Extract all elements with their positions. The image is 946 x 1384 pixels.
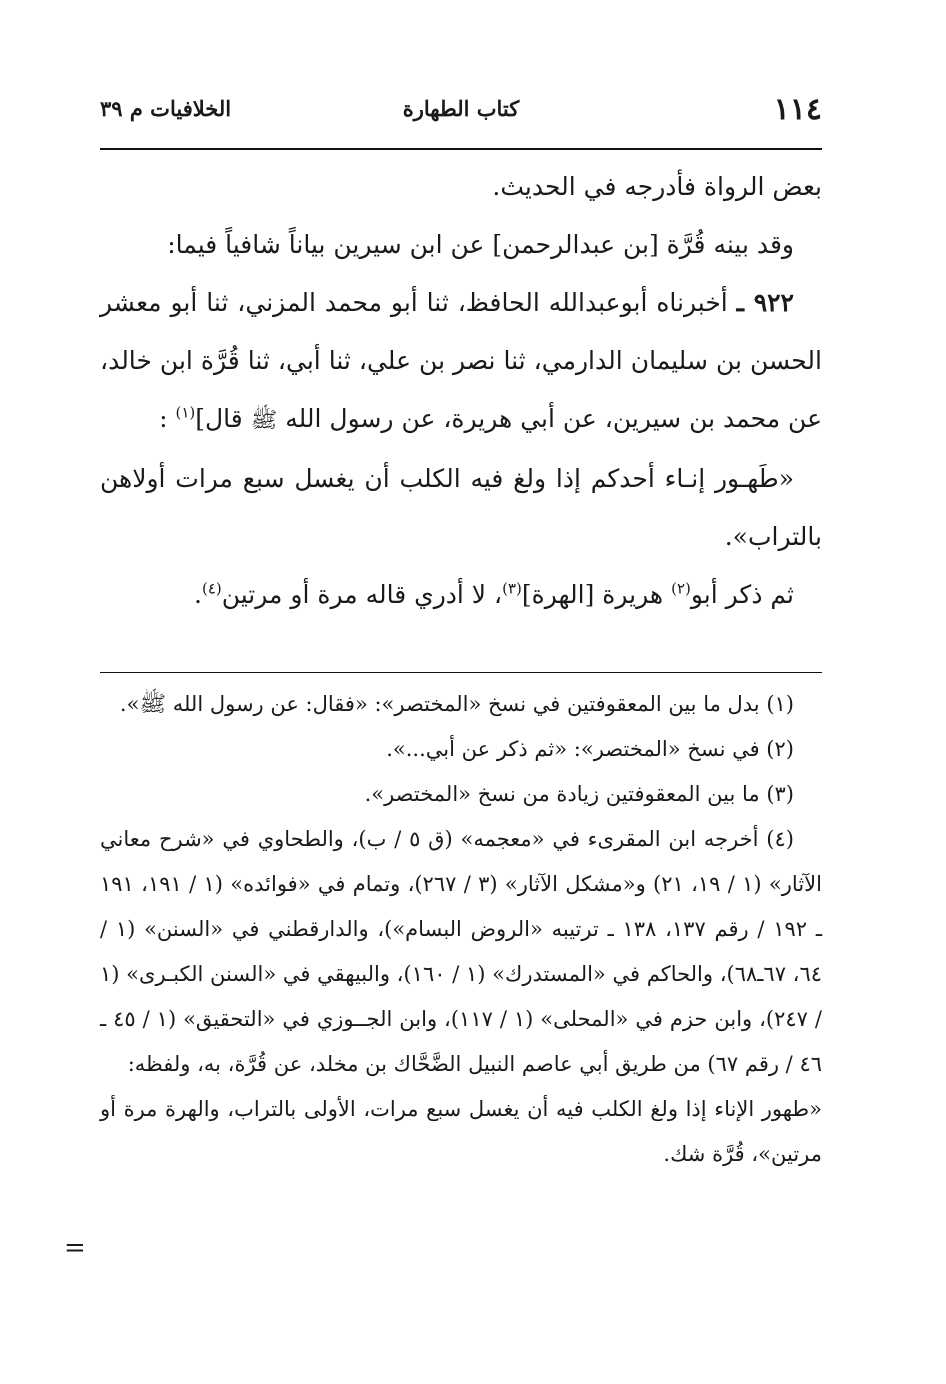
closing-line [100, 566, 822, 624]
footnotes [100, 680, 822, 1177]
footnote-ref: (٤) [201, 579, 222, 598]
closing-text-b: هريرة [الهرة] [521, 580, 664, 609]
footnote-ref: (١) [175, 403, 196, 422]
footnote-ref: (٣) [502, 579, 522, 598]
isnad-end: قال] [195, 404, 243, 433]
footnote-1 [100, 682, 822, 727]
salutation-glyph: ﷺ [139, 692, 167, 717]
footnote-3: (٣) ما بين المعقوفتين زيادة من نسخ «المختصر». [364, 782, 794, 806]
hadith-matn: «طَهـور إنـاء أحدكم إذا ولغ فيه الكلب أن يغسل سبع مرات أولاهن بالتراب». [100, 464, 822, 551]
footnote-rule [100, 672, 822, 673]
page-number: ١١٤ [773, 92, 822, 127]
running-title: كتاب الطهارة [402, 96, 520, 121]
footnote-ref: (٢) [671, 579, 691, 598]
header-rule [100, 148, 822, 150]
footnote-1-text: (١) بدل ما بين المعقوفتين في نسخ «المختصر»: «فقال: عن رسول الله [172, 692, 794, 716]
margin-mark: = [64, 1233, 86, 1263]
hadith-number: ٩٢٢ ـ [736, 288, 794, 317]
footnote-2: (٢) في نسخ «المختصر»: «ثم ذكر عن أبي...». [386, 737, 794, 761]
salutation-glyph: ﷺ [250, 408, 278, 433]
text-line: بعض الرواة فأدرجه في الحديث. [492, 172, 822, 201]
footnote-1-end: ». [119, 692, 140, 716]
colon: : [159, 404, 168, 433]
isnad-text: أخبرناه أبوعبدالله الحافظ، ثنا أبو محمد المزني، ثنا أبو معشر الحسن بن سليمان الدارمي، ثنا نصر بن علي، ثنا أبي، ثنا قُرَّة ابن خالد، عن محمد بن سيرين، عن أبي هريرة، عن رسول الله [100, 288, 822, 433]
closing-period: . [194, 580, 202, 609]
closing-text-c: ، لا أدري قاله مرة أو مرتين [221, 580, 503, 609]
section-reference: الخلافيات م ٣٩ [100, 96, 232, 121]
footnote-4-quote: «طهور الإناء إذا ولغ الكلب فيه أن يغسل سبع مرات، الأولى بالتراب، والهرة مرة أو مرتين»، قُرَّة شك. [100, 1097, 822, 1166]
footnote-4: (٤) أخرجه ابن المقرىء في «معجمه» (ق ٥ / ب)، والطحاوي في «شرح معاني الآثار» (١ / ١٩، ٢١) و«مشكل الآثار» (٣ / ٢٦٧)، وتمام في «فوائده» (١ / ١٩١، ١٩١ ـ ١٩٢ / رقم ١٣٧، ١٣٨ ـ ترتيبه «الروض البسام»)، والدارقطني في «السنن» (١ / ٦٤، ٦٧ـ٦٨)، والحاكم في «المستدرك» (١ / ١٦٠)، والبيهقي في «السنن الكبـرى» (١ / ٢٤٧)، وابن حزم في «المحلى» (١ / ١١٧)، وابن الجــوزي في «التحقيق» (١ / ٤٥ ـ ٤٦ / رقم ٦٧) من طريق أبي عاصم النبيل الضَّحَّاك بن مخلد، عن قُرَّة، به، ولفظه: [100, 827, 823, 1076]
main-text [100, 158, 822, 624]
page-header [100, 92, 822, 138]
closing-text-a: ثم ذكر أبو [690, 580, 794, 609]
paragraph: وقد بينه قُرَّة [بن عبدالرحمن] عن ابن سيرين بياناً شافياً فيما: [167, 230, 794, 259]
hadith-isnad [100, 274, 822, 450]
